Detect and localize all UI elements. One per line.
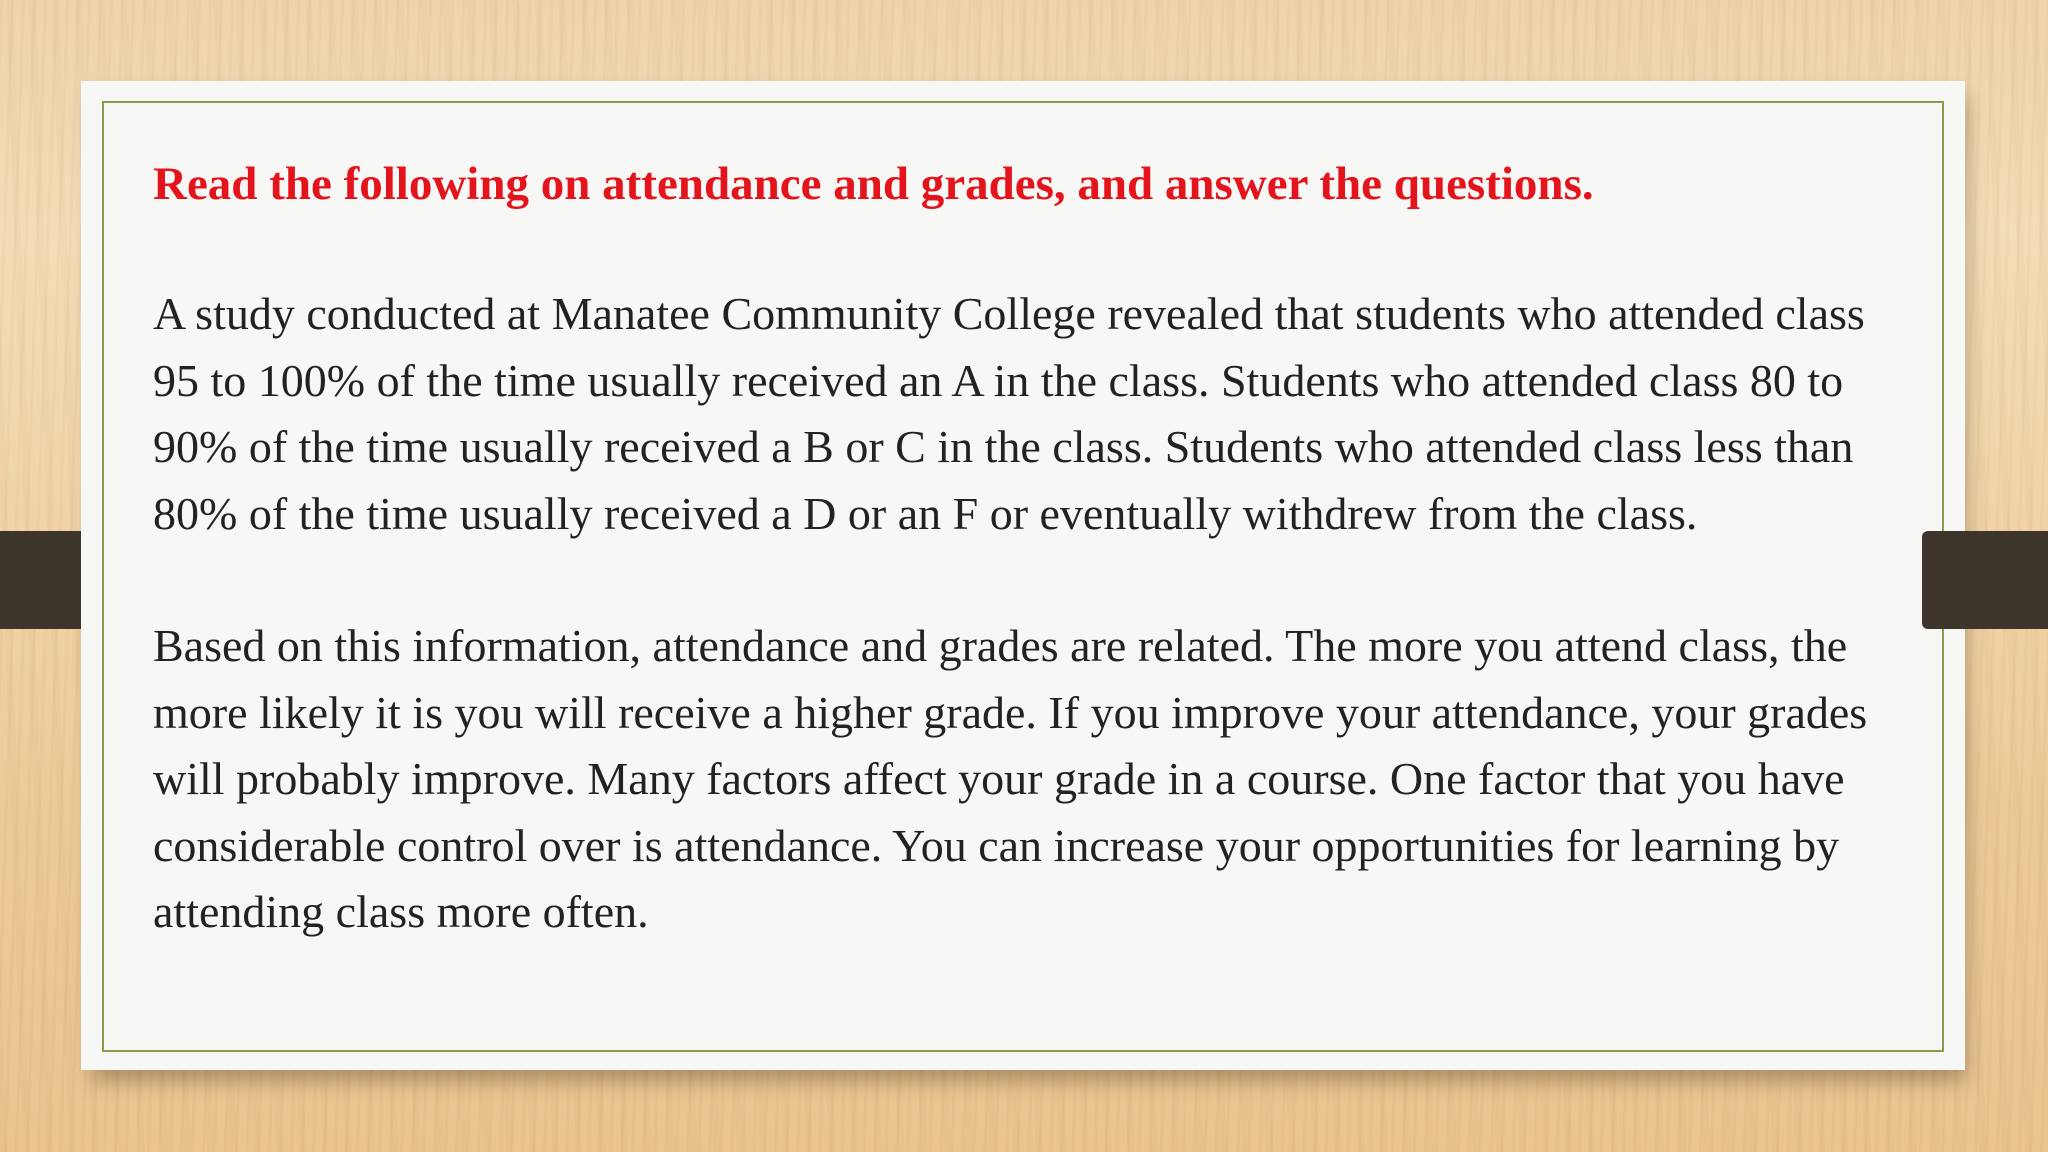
slide-heading: Read the following on attendance and grades, and answer the questions. [153,158,1594,210]
conclusion-paragraph: Based on this information, attendance and grades are related. The more you attend class, the more likely it is you will receive a higher grade. If you improve your attendance, your grades will probably improve. Many factors affect your grade in a course. One factor that you have considerable control over is attendance. You can increase your opportunities for learning by attending class more often. [153,620,1868,937]
study-paragraph: A study conducted at Manatee Community College revealed that students who attended class 95 to 100% of the time usually received an A in the class. Students who attended class 80 to 90% of the time usually received a B or C in the class. Students who attended class less than 80% of the time usually received a D or an F or eventually withdrew from the class. [153,288,1865,539]
slide-content [153,150,1943,946]
